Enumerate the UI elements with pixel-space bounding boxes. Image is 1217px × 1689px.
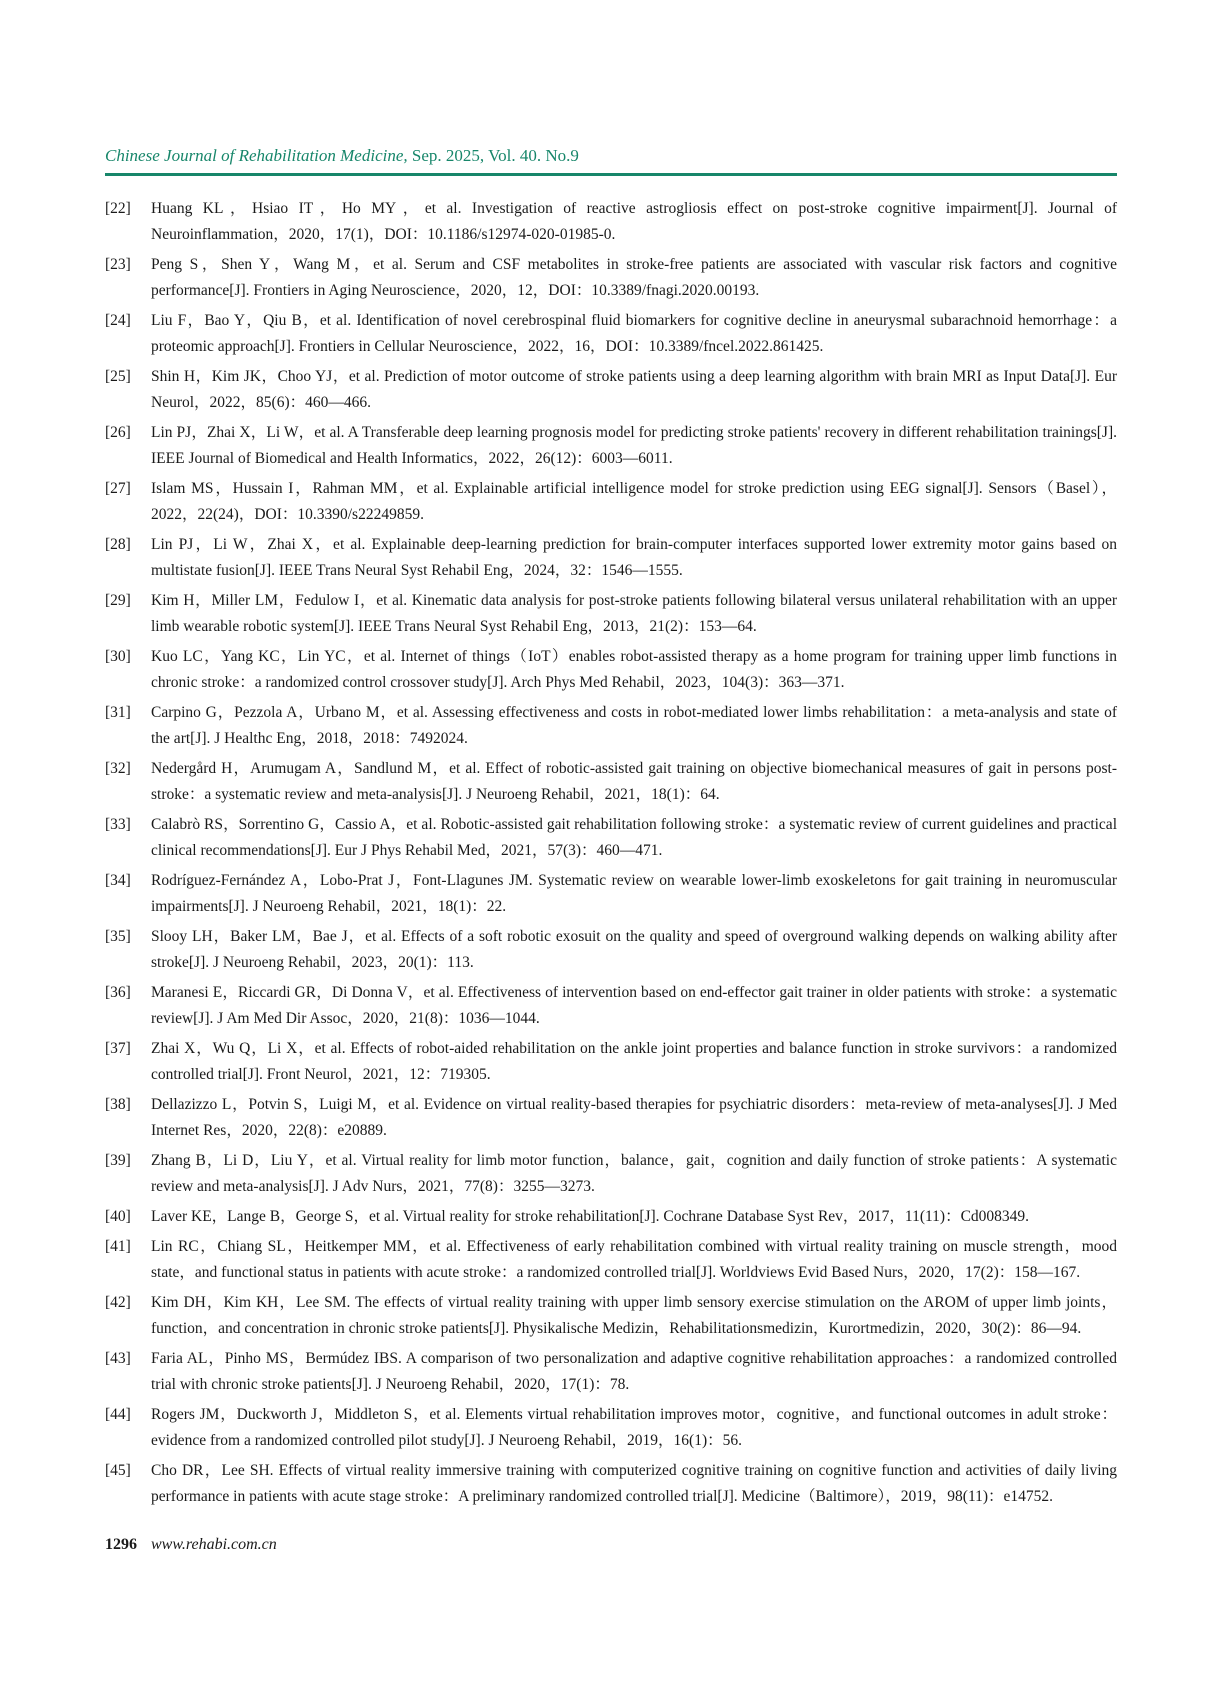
reference-number: [45] xyxy=(105,1462,131,1479)
reference-item xyxy=(105,364,1117,416)
reference-item xyxy=(105,1402,1117,1454)
reference-number: [31] xyxy=(105,704,131,721)
reference-item xyxy=(105,980,1117,1032)
reference-text: Lin PJ，Li W，Zhai X，et al. Explainable deep-learning prediction for brain-computer interfaces supported lower extremity motor gains based on multistate fusion[J]. IEEE Trans Neural Syst Rehabil Eng，2024，32：1546—1555. xyxy=(151,536,1117,579)
reference-item xyxy=(105,196,1117,248)
reference-list xyxy=(105,196,1117,1514)
reference-number: [29] xyxy=(105,592,131,609)
reference-text: Nedergård H，Arumugam A，Sandlund M，et al. Effect of robotic-assisted gait training on objective biomechanical measures of gait in persons post-stroke：a systematic review and meta-analysis[J]. J Neuroeng Rehabil，2021，18(1)：64. xyxy=(151,760,1117,803)
issue-info: Sep. 2025, Vol. 40. No.9 xyxy=(407,146,579,165)
reference-item xyxy=(105,1204,1117,1230)
reference-text: Rodríguez-Fernández A，Lobo-Prat J，Font-Llagunes JM. Systematic review on wearable lower-limb exoskeletons for gait training in neuromuscular impairments[J]. J Neuroeng Rehabil，2021，18(1)：22. xyxy=(151,872,1117,915)
reference-number: [37] xyxy=(105,1040,131,1057)
reference-item xyxy=(105,868,1117,920)
reference-text: Kim H，Miller LM，Fedulow I，et al. Kinematic data analysis for post-stroke patients following bilateral versus unilateral rehabilitation with an upper limb wearable robotic system[J]. IEEE Trans Neural Syst Rehabil Eng，2013，21(2)：153—64. xyxy=(151,592,1117,635)
reference-number: [39] xyxy=(105,1152,131,1169)
reference-item xyxy=(105,1092,1117,1144)
reference-item xyxy=(105,756,1117,808)
reference-item xyxy=(105,1234,1117,1286)
reference-number: [23] xyxy=(105,256,131,273)
reference-number: [24] xyxy=(105,312,131,329)
reference-item xyxy=(105,644,1117,696)
reference-number: [25] xyxy=(105,368,131,385)
reference-text: Lin RC，Chiang SL，Heitkemper MM，et al. Effectiveness of early rehabilitation combined with virtual reality training on muscle strength，mood state，and functional status in patients with acute stroke：a randomized controlled trial[J]. Worldviews Evid Based Nurs，2020，17(2)：158—167. xyxy=(151,1238,1117,1281)
reference-text: Zhai X，Wu Q，Li X，et al. Effects of robot-aided rehabilitation on the ankle joint properties and balance function in stroke survivors：a randomized controlled trial[J]. Front Neurol，2021，12：719305. xyxy=(151,1040,1117,1083)
reference-item xyxy=(105,700,1117,752)
reference-number: [28] xyxy=(105,536,131,553)
website-link[interactable]: www.rehabi.com.cn xyxy=(151,1536,277,1553)
reference-number: [44] xyxy=(105,1406,131,1423)
reference-text: Zhang B，Li D，Liu Y，et al. Virtual reality for limb motor function，balance，gait，cognition and daily function of stroke patients：A systematic review and meta-analysis[J]. J Adv Nurs，2021，77(8)：3255—3273. xyxy=(151,1152,1117,1195)
reference-item xyxy=(105,588,1117,640)
reference-item xyxy=(105,1346,1117,1398)
reference-item xyxy=(105,1148,1117,1200)
reference-number: [22] xyxy=(105,200,131,217)
reference-item xyxy=(105,1290,1117,1342)
reference-item xyxy=(105,476,1117,528)
reference-number: [38] xyxy=(105,1096,131,1113)
reference-text: Peng S，Shen Y，Wang M，et al. Serum and CSF metabolites in stroke-free patients are associated with vascular risk factors and cognitive performance[J]. Frontiers in Aging Neuroscience，2020，12，DOI：10.3389/fnagi.2020.00193. xyxy=(151,256,1117,299)
reference-text: Shin H，Kim JK，Choo YJ，et al. Prediction of motor outcome of stroke patients using a deep learning algorithm with brain MRI as Input Data[J]. Eur Neurol，2022，85(6)：460—466. xyxy=(151,368,1117,411)
reference-text: Islam MS，Hussain I，Rahman MM，et al. Explainable artificial intelligence model for stroke prediction using EEG signal[J]. Sensors（Basel），2022，22(24)，DOI：10.3390/s22249859. xyxy=(151,480,1117,523)
page-footer xyxy=(105,1536,277,1554)
reference-item xyxy=(105,532,1117,584)
reference-text: Carpino G，Pezzola A，Urbano M，et al. Assessing effectiveness and costs in robot-mediated lower limbs rehabilitation：a meta-analysis and state of the art[J]. J Healthc Eng，2018，2018：7492024. xyxy=(151,704,1117,747)
page-number: 1296 xyxy=(105,1536,137,1553)
reference-number: [41] xyxy=(105,1238,131,1255)
reference-text: Liu F，Bao Y，Qiu B，et al. Identification of novel cerebrospinal fluid biomarkers for cognitive decline in aneurysmal subarachnoid hemorrhage：a proteomic approach[J]. Frontiers in Cellular Neuroscience，2022，16，DOI：10.3389/fncel.2022.861425. xyxy=(151,312,1117,355)
reference-number: [36] xyxy=(105,984,131,1001)
reference-number: [27] xyxy=(105,480,131,497)
reference-text: Huang KL，Hsiao IT，Ho MY，et al. Investigation of reactive astrogliosis effect on post-stroke cognitive impairment[J]. Journal of Neuroinflammation，2020，17(1)，DOI：10.1186/s12974-020-01985-0. xyxy=(151,200,1117,243)
reference-number: [32] xyxy=(105,760,131,777)
reference-item xyxy=(105,924,1117,976)
reference-text: Calabrò RS，Sorrentino G，Cassio A，et al. Robotic-assisted gait rehabilitation following stroke：a systematic review of current guidelines and practical clinical recommendations[J]. Eur J Phys Rehabil Med，2021，57(3)：460—471. xyxy=(151,816,1117,859)
reference-text: Cho DR，Lee SH. Effects of virtual reality immersive training with computerized cognitive training on cognitive function and activities of daily living performance in patients with acute stage stroke：A preliminary randomized controlled trial[J]. Medicine（Baltimore），2019，98(11)：e14752. xyxy=(151,1462,1117,1505)
reference-item xyxy=(105,308,1117,360)
reference-text: Slooy LH，Baker LM，Bae J，et al. Effects of a soft robotic exosuit on the quality and speed of overground walking depends on walking ability after stroke[J]. J Neuroeng Rehabil，2023，20(1)：113. xyxy=(151,928,1117,971)
reference-item xyxy=(105,252,1117,304)
reference-number: [42] xyxy=(105,1294,131,1311)
reference-item xyxy=(105,1458,1117,1510)
reference-number: [34] xyxy=(105,872,131,889)
reference-text: Rogers JM，Duckworth J，Middleton S，et al. Elements virtual rehabilitation improves motor，cognitive，and functional outcomes in adult stroke：evidence from a randomized controlled pilot study[J]. J Neuroeng Rehabil，2019，16(1)：56. xyxy=(151,1406,1117,1449)
reference-text: Kim DH，Kim KH，Lee SM. The effects of virtual reality training with upper limb sensory exercise stimulation on the AROM of upper limb joints，function，and concentration in chronic stroke patients[J]. Physikalische Medizin，Rehabilitationsmedizin，Kurortmedizin，2020，30(2)：86—94. xyxy=(151,1294,1117,1337)
journal-name: Chinese Journal of Rehabilitation Medicine, xyxy=(105,146,408,165)
reference-text: Faria AL，Pinho MS，Bermúdez IBS. A comparison of two personalization and adaptive cognitive rehabilitation approaches：a randomized controlled trial with chronic stroke patients[J]. J Neuroeng Rehabil，2020，17(1)：78. xyxy=(151,1350,1117,1393)
reference-text: Kuo LC，Yang KC，Lin YC，et al. Internet of things（IoT）enables robot-assisted therapy as a home program for training upper limb functions in chronic stroke：a randomized control crossover study[J]. Arch Phys Med Rehabil，2023，104(3)：363—371. xyxy=(151,648,1117,691)
reference-number: [35] xyxy=(105,928,131,945)
running-header xyxy=(105,146,1117,166)
reference-text: Lin PJ，Zhai X，Li W，et al. A Transferable deep learning prognosis model for predicting stroke patients' recovery in different rehabilitation trainings[J]. IEEE Journal of Biomedical and Health Informatics，2022，26(12)：6003—6011. xyxy=(151,424,1117,467)
reference-item xyxy=(105,420,1117,472)
reference-number: [43] xyxy=(105,1350,131,1367)
reference-number: [26] xyxy=(105,424,131,441)
reference-text: Maranesi E，Riccardi GR，Di Donna V，et al. Effectiveness of intervention based on end-effector gait trainer in older patients with stroke：a systematic review[J]. J Am Med Dir Assoc，2020，21(8)：1036—1044. xyxy=(151,984,1117,1027)
reference-text: Dellazizzo L，Potvin S，Luigi M，et al. Evidence on virtual reality-based therapies for psychiatric disorders：meta-review of meta-analyses[J]. J Med Internet Res，2020，22(8)：e20889. xyxy=(151,1096,1117,1139)
reference-number: [30] xyxy=(105,648,131,665)
header-divider xyxy=(105,173,1117,176)
reference-text: Laver KE，Lange B，George S，et al. Virtual reality for stroke rehabilitation[J]. Cochrane Database Syst Rev，2017，11(11)：Cd008349. xyxy=(151,1208,1030,1225)
reference-item xyxy=(105,812,1117,864)
reference-number: [33] xyxy=(105,816,131,833)
reference-item xyxy=(105,1036,1117,1088)
reference-number: [40] xyxy=(105,1208,131,1225)
